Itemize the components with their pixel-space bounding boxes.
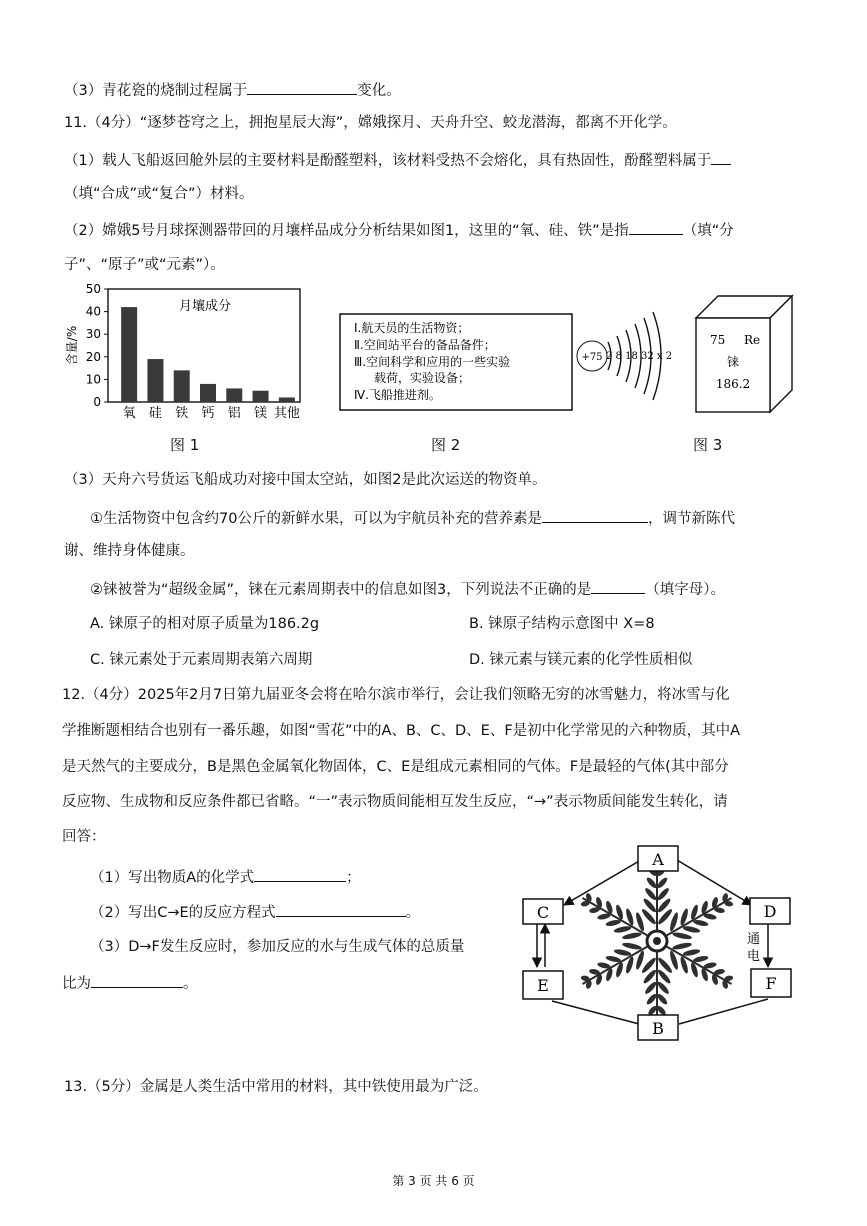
- q11-part2-line2: 子”、“原子”或“元素”）。: [64, 257, 225, 273]
- node-f: [751, 969, 791, 997]
- atomic-mass: 186.2: [715, 377, 751, 391]
- element-name: 铼: [726, 355, 740, 369]
- q11-stem: 11.（4分）“逐梦苍穹之上，拥抱星辰大海”，嫦娥探月、天舟升空、蛟龙潜海，都离不开化学。: [64, 115, 677, 131]
- q11-part3-b: ②铼被誉为“超级金属”，铼在元素周期表中的信息如图3，下列说法不正确的是 （填字母）。: [90, 578, 725, 600]
- supply-item-4: Ⅳ.飞船推进剂。: [354, 388, 441, 402]
- q11-part1-line1: （1）载人飞船返回舱外层的主要材料是酚醛塑料，该材料受热不会熔化，具有热固性，酚醛塑料属于: [64, 149, 731, 171]
- q11-part3-a-line1: ①生活物资中包含约70公斤的新鲜水果，可以为宇航员补充的营养素是 ，调节新陈代: [90, 507, 735, 529]
- q12-part1-blank[interactable]: [254, 866, 346, 882]
- y-axis-label: 含量/%: [65, 325, 79, 366]
- snowflake-icon: [574, 855, 740, 1027]
- q12-stem-line1: 12.（4分）2025年2月7日第九届亚冬会将在哈尔滨市举行，会让我们领略无穷的冰雪魅力，将冰雪与化: [62, 687, 730, 703]
- node-b: [638, 1015, 678, 1040]
- rhenium-atom-structure: [577, 312, 672, 400]
- arrow-a-to-c: [564, 860, 641, 905]
- bar-铝: [226, 388, 242, 402]
- x-tick-label: 镁: [254, 406, 268, 421]
- q13-stem: 13.（5分）金属是人类生活中常用的材料，其中铁使用最为广泛。: [64, 1079, 488, 1095]
- svg-text:B: B: [652, 1019, 664, 1038]
- nucleus-charge: +75: [581, 352, 603, 363]
- svg-text:A: A: [652, 850, 664, 869]
- y-tick-label: 0: [93, 395, 101, 409]
- x-tick-label: 硅: [148, 406, 162, 421]
- figure3-element-cell: [690, 292, 810, 417]
- node-a: [638, 846, 678, 871]
- q11-part2-line1: （2）嫦娥5号月球探测器带回的月壤样品成分分析结果如图1，这里的“氧、硅、铁”是指 （填“分: [64, 219, 734, 241]
- q12-part1: （1）写出物质A的化学式 ；: [90, 866, 361, 888]
- snowflake-diagram: [515, 840, 815, 1045]
- y-tick-label: 40: [85, 304, 101, 319]
- y-tick-label: 10: [85, 372, 101, 387]
- option-b: B. 铼原子结构示意图中 X=8: [469, 616, 655, 632]
- bar-硅: [147, 359, 163, 402]
- figure2-supply-list: [338, 298, 678, 418]
- svg-text:D: D: [763, 902, 777, 921]
- node-e: [523, 971, 563, 999]
- line-f-b: [679, 999, 768, 1024]
- electrolysis-label-2: 电: [747, 949, 761, 964]
- y-tick-label: 30: [85, 327, 101, 342]
- x-tick-label: 氧: [122, 406, 136, 421]
- x-tick-label: 钙: [201, 406, 215, 421]
- q12-stem-line5: 回答：: [62, 829, 106, 845]
- option-c: C. 铼元素处于元素周期表第六周期: [90, 652, 313, 668]
- q11-part3-a-line2: 谢、维持身体健康。: [64, 543, 195, 559]
- atomic-number: 75: [710, 333, 726, 347]
- q12-stem-line3: 是天然气的主要成分，B是黑色金属氧化物固体，C、E是组成元素相同的气体。F是最轻的气体(其中部分: [62, 759, 729, 775]
- q10-answer-blank[interactable]: [247, 79, 357, 95]
- q12-stem-line2: 学推断题相结合也别有一番乐趣，如图“雪花”中的A、B、C、D、E、F是初中化学常见的六种物质，其中A: [62, 723, 741, 739]
- q12-part3-blank[interactable]: [91, 972, 183, 988]
- node-c: [523, 899, 563, 924]
- q10-item3: （3）青花瓷的烧制过程属于 变化。: [64, 79, 401, 101]
- bar-铁: [174, 370, 190, 402]
- q11-part3-a-blank[interactable]: [542, 507, 648, 523]
- q11-part2-blank[interactable]: [629, 219, 683, 235]
- supply-item-3-cont: 载荷，实验设备；: [374, 371, 471, 385]
- line-e-b: [552, 1001, 639, 1024]
- chart-title: 月壤成分: [178, 299, 232, 314]
- q11-part1-line2: （填“合成”或“复合”）材料。: [64, 186, 254, 202]
- q12-part3-line2: 比为 。: [62, 972, 198, 994]
- x-tick-label: 其他: [273, 406, 300, 421]
- x-tick-label: 铁: [175, 406, 189, 421]
- option-d: D. 铼元素与镁元素的化学性质相似: [469, 652, 693, 668]
- q12-part2: （2）写出C→E的反应方程式 。: [90, 901, 420, 923]
- figure3-label: 图 3: [693, 436, 723, 454]
- page-footer: 第 3 页 共 6 页: [392, 1174, 475, 1188]
- supply-item-3: Ⅲ.空间科学和应用的一些实验: [354, 355, 511, 369]
- y-tick-label: 50: [85, 282, 101, 296]
- svg-text:F: F: [765, 974, 777, 993]
- figure1-bar-chart: [62, 282, 312, 422]
- bar-氧: [121, 307, 137, 402]
- q12-stem-line4: 反应物、生成物和反应条件都已省略。“一”表示物质间能相互发生反应，“→”表示物质间能发生转化，请: [62, 794, 728, 810]
- figure2-label: 图 2: [431, 436, 461, 454]
- svg-text:C: C: [536, 903, 550, 922]
- element-symbol: Re: [744, 333, 761, 347]
- supply-item-2: Ⅱ.空间站平台的备品备件；: [354, 338, 496, 352]
- bar-钙: [200, 384, 216, 402]
- electron-arrangement: 2 8 18 32 x 2: [606, 351, 673, 362]
- q12-part2-blank[interactable]: [276, 901, 406, 917]
- q11-part1-blank[interactable]: [711, 149, 731, 165]
- node-d: [750, 898, 790, 924]
- option-a: A. 铼原子的相对原子质量为186.2g: [90, 616, 320, 632]
- supply-item-1: Ⅰ.航天员的生活物资；: [354, 321, 470, 335]
- bar-其他: [279, 397, 295, 402]
- y-tick-label: 20: [85, 349, 101, 364]
- electrolysis-label-1: 通: [747, 932, 761, 947]
- x-tick-label: 铝: [227, 406, 241, 421]
- q11-part3-b-blank[interactable]: [591, 578, 645, 594]
- svg-text:E: E: [537, 976, 549, 995]
- figure1-label: 图 1: [170, 436, 200, 454]
- q11-part3-stem: （3）天舟六号货运飞船成功对接中国太空站，如图2是此次运送的物资单。: [64, 472, 547, 488]
- q12-part3-line1: （3）D→F发生反应时，参加反应的水与生成气体的总质量: [90, 939, 465, 955]
- bar-镁: [253, 391, 269, 402]
